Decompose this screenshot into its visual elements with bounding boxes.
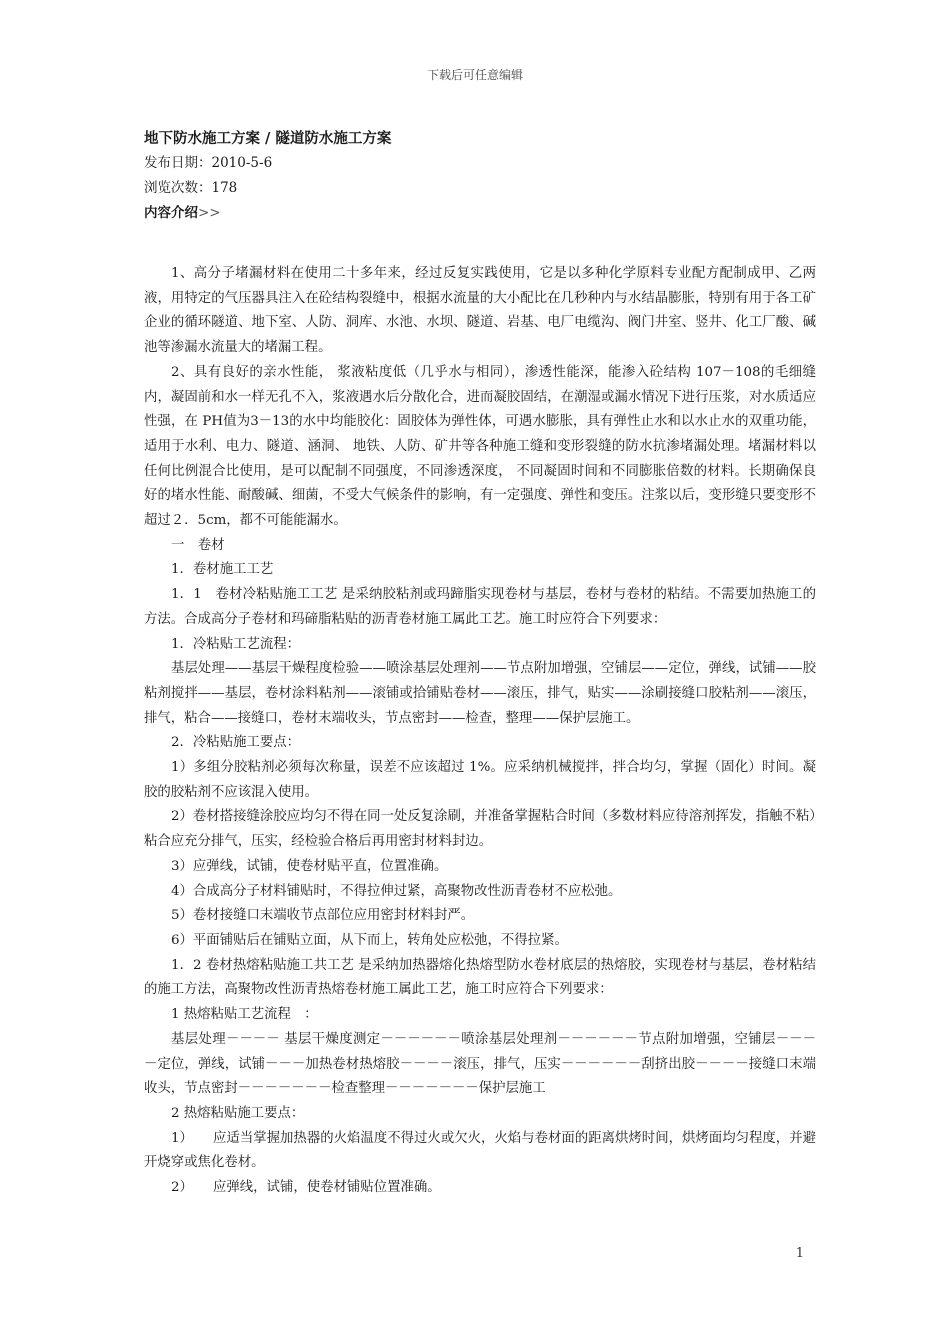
paragraph: 1、高分子堵漏材料在使用二十多年来，经过反复实践使用，它是以多种化学原料专业配方配制成甲、乙两液，用特定的气压器具注入在砼结构裂缝中，根据水流量的大小配比在几秒种内与水结晶膨胀，特别有用于各工矿企业的循环隧道、地下室、人防、洞库、水池、水坝、隧道、岩基、电厂电缆沟、阀门井室、竖井、化工厂酸、碱池等渗漏水流量大的堵漏工程。 — [144, 266, 816, 356]
list-item: 1）多组分胶粘剂必须每次称量，误差不应该超过 1%。应采纳机械搅拌，拌合均匀，掌握（固化）时间。凝胶的胶粘剂不应该混入使用。 — [144, 760, 816, 800]
subsection-heading: 1 热熔粘贴工艺流程 ： — [171, 1007, 318, 1023]
page-header: 下载后可任意编辑 — [426, 68, 523, 82]
subsection-heading: 2 热熔粘贴施工要点： — [171, 1105, 305, 1121]
list-item: 2） 应弹线，试铺，使卷材铺贴位置准确。 — [171, 1180, 441, 1196]
paragraph: 2、具有良好的亲水性能， 浆液粘度低（几乎水与相同），渗透性能深，能渗入砼结构 107－108的毛细缝内，凝固前和水一样无孔不入，浆液遇水后分散化合，进而凝胶固结，在潮湿或漏水情况下进行压浆，对水质适应性强，在 PH值为3－13的水中均能胶化：固胶体为弹性体，可遇水膨胀，具有弹性止水和以水止水的双重功能，适用于水利、电力、隧道、涵洞、 地铁、人防、矿井等各种施工缝和变形裂缝的防水抗渗堵漏处理。堵漏材料以任何比例混合比使用，是可以配制不同强度，不同渗透深度， 不同凝固时间和不同膨胀倍数的材料。长期确保良好的堵水性能、耐酸碱、细菌，不受大气候条件的影响，有一定强度、弹性和变压。注浆以后，变形缝只要变形不超过２．5cm，都不可能能漏水。 — [144, 364, 816, 529]
subsection-heading: 1．冷粘贴工艺流程： — [171, 636, 301, 652]
intro-arrow: >> — [198, 205, 221, 221]
paragraph: 基层处理——基层干燥程度检验——喷涂基层处理剂——节点附加增强，空铺层——定位，弹线，试铺——胶粘剂搅拌——基层，卷材涂料粘剂——滚铺或拾铺贴卷材——滚压，排气，贴实——涂刷接缝口胶粘剂——滚压，排气，粘合——接缝口，卷材末端收头，节点密封——检查，整理——保护层施工。 — [144, 661, 816, 726]
intro-label: 内容介绍 — [144, 205, 198, 221]
view-count: 浏览次数：178 — [144, 180, 238, 196]
subsection-heading: 1．卷材施工工艺 — [171, 562, 274, 578]
subsection-heading: 2．冷粘贴施工要点： — [171, 735, 301, 751]
article-header — [144, 127, 814, 226]
list-item: 1） 应适当掌握加热器的火焰温度不得过火或欠火，火焰与卷材面的距离烘烤时间，烘烤面均匀程度，并避开烧穿或焦化卷材。 — [144, 1130, 816, 1171]
article-body — [144, 262, 816, 1201]
page-number: 1 — [795, 1246, 804, 1261]
article-title: 地下防水施工方案 / 隧道防水施工方案 — [144, 130, 392, 147]
list-item: 4）合成高分子材料铺贴时，不得拉伸过紧，高聚物改性沥青卷材不应松弛。 — [171, 883, 622, 899]
paragraph: 1．1 卷材冷粘贴施工工艺 是采纳胶粘剂或玛蹄脂实现卷材与基层，卷材与卷材的粘结。不需要加热施工的方法。合成高分子卷材和玛碲脂粘贴的沥青卷材施工属此工艺。施工时应符合下列要求： — [144, 587, 816, 627]
paragraph: 基层处理－－－－ 基层干燥度测定－－－－－－喷涂基层处理剂－－－－－－节点附加增强，空铺层－－－－定位，弹线，试铺－－－加热卷材热熔胶－－－－滚压，排气，压实－－－－－－刮挤出胶－－－－接缝口末端收头，节点密封－－－－－－－检查整理－－－－－－－保护层施工 — [144, 1031, 816, 1097]
paragraph: 1．2 卷材热熔粘贴施工共工艺 是采纳加热器熔化热熔型防水卷材底层的热熔胶，实现卷材与基层，卷材粘结的施工方法，高聚物改性沥青热熔卷材施工属此工艺，施工时应符合下列要求： — [144, 957, 816, 998]
intro-heading — [144, 201, 814, 226]
list-item: 3）应弹线，试铺，使卷材贴平直，位置准确。 — [171, 858, 448, 874]
section-heading: 一 卷材 — [171, 537, 225, 553]
list-item: 2）卷材搭接缝涂胶应均匀不得在同一处反复涂刷，并准备掌握粘合时间（多数材料应待溶剂挥发，指触不粘）粘合应充分排气，压实，经检验合格后再用密封材料封边。 — [144, 809, 816, 850]
publish-date: 发布日期：2010-5-6 — [144, 155, 273, 171]
list-item: 5）卷材接缝口末端收节点部位应用密封材料封严。 — [171, 908, 475, 924]
list-item: 6）平面铺贴后在铺贴立面，从下而上，转角处应松弛，不得拉紧。 — [171, 932, 568, 948]
